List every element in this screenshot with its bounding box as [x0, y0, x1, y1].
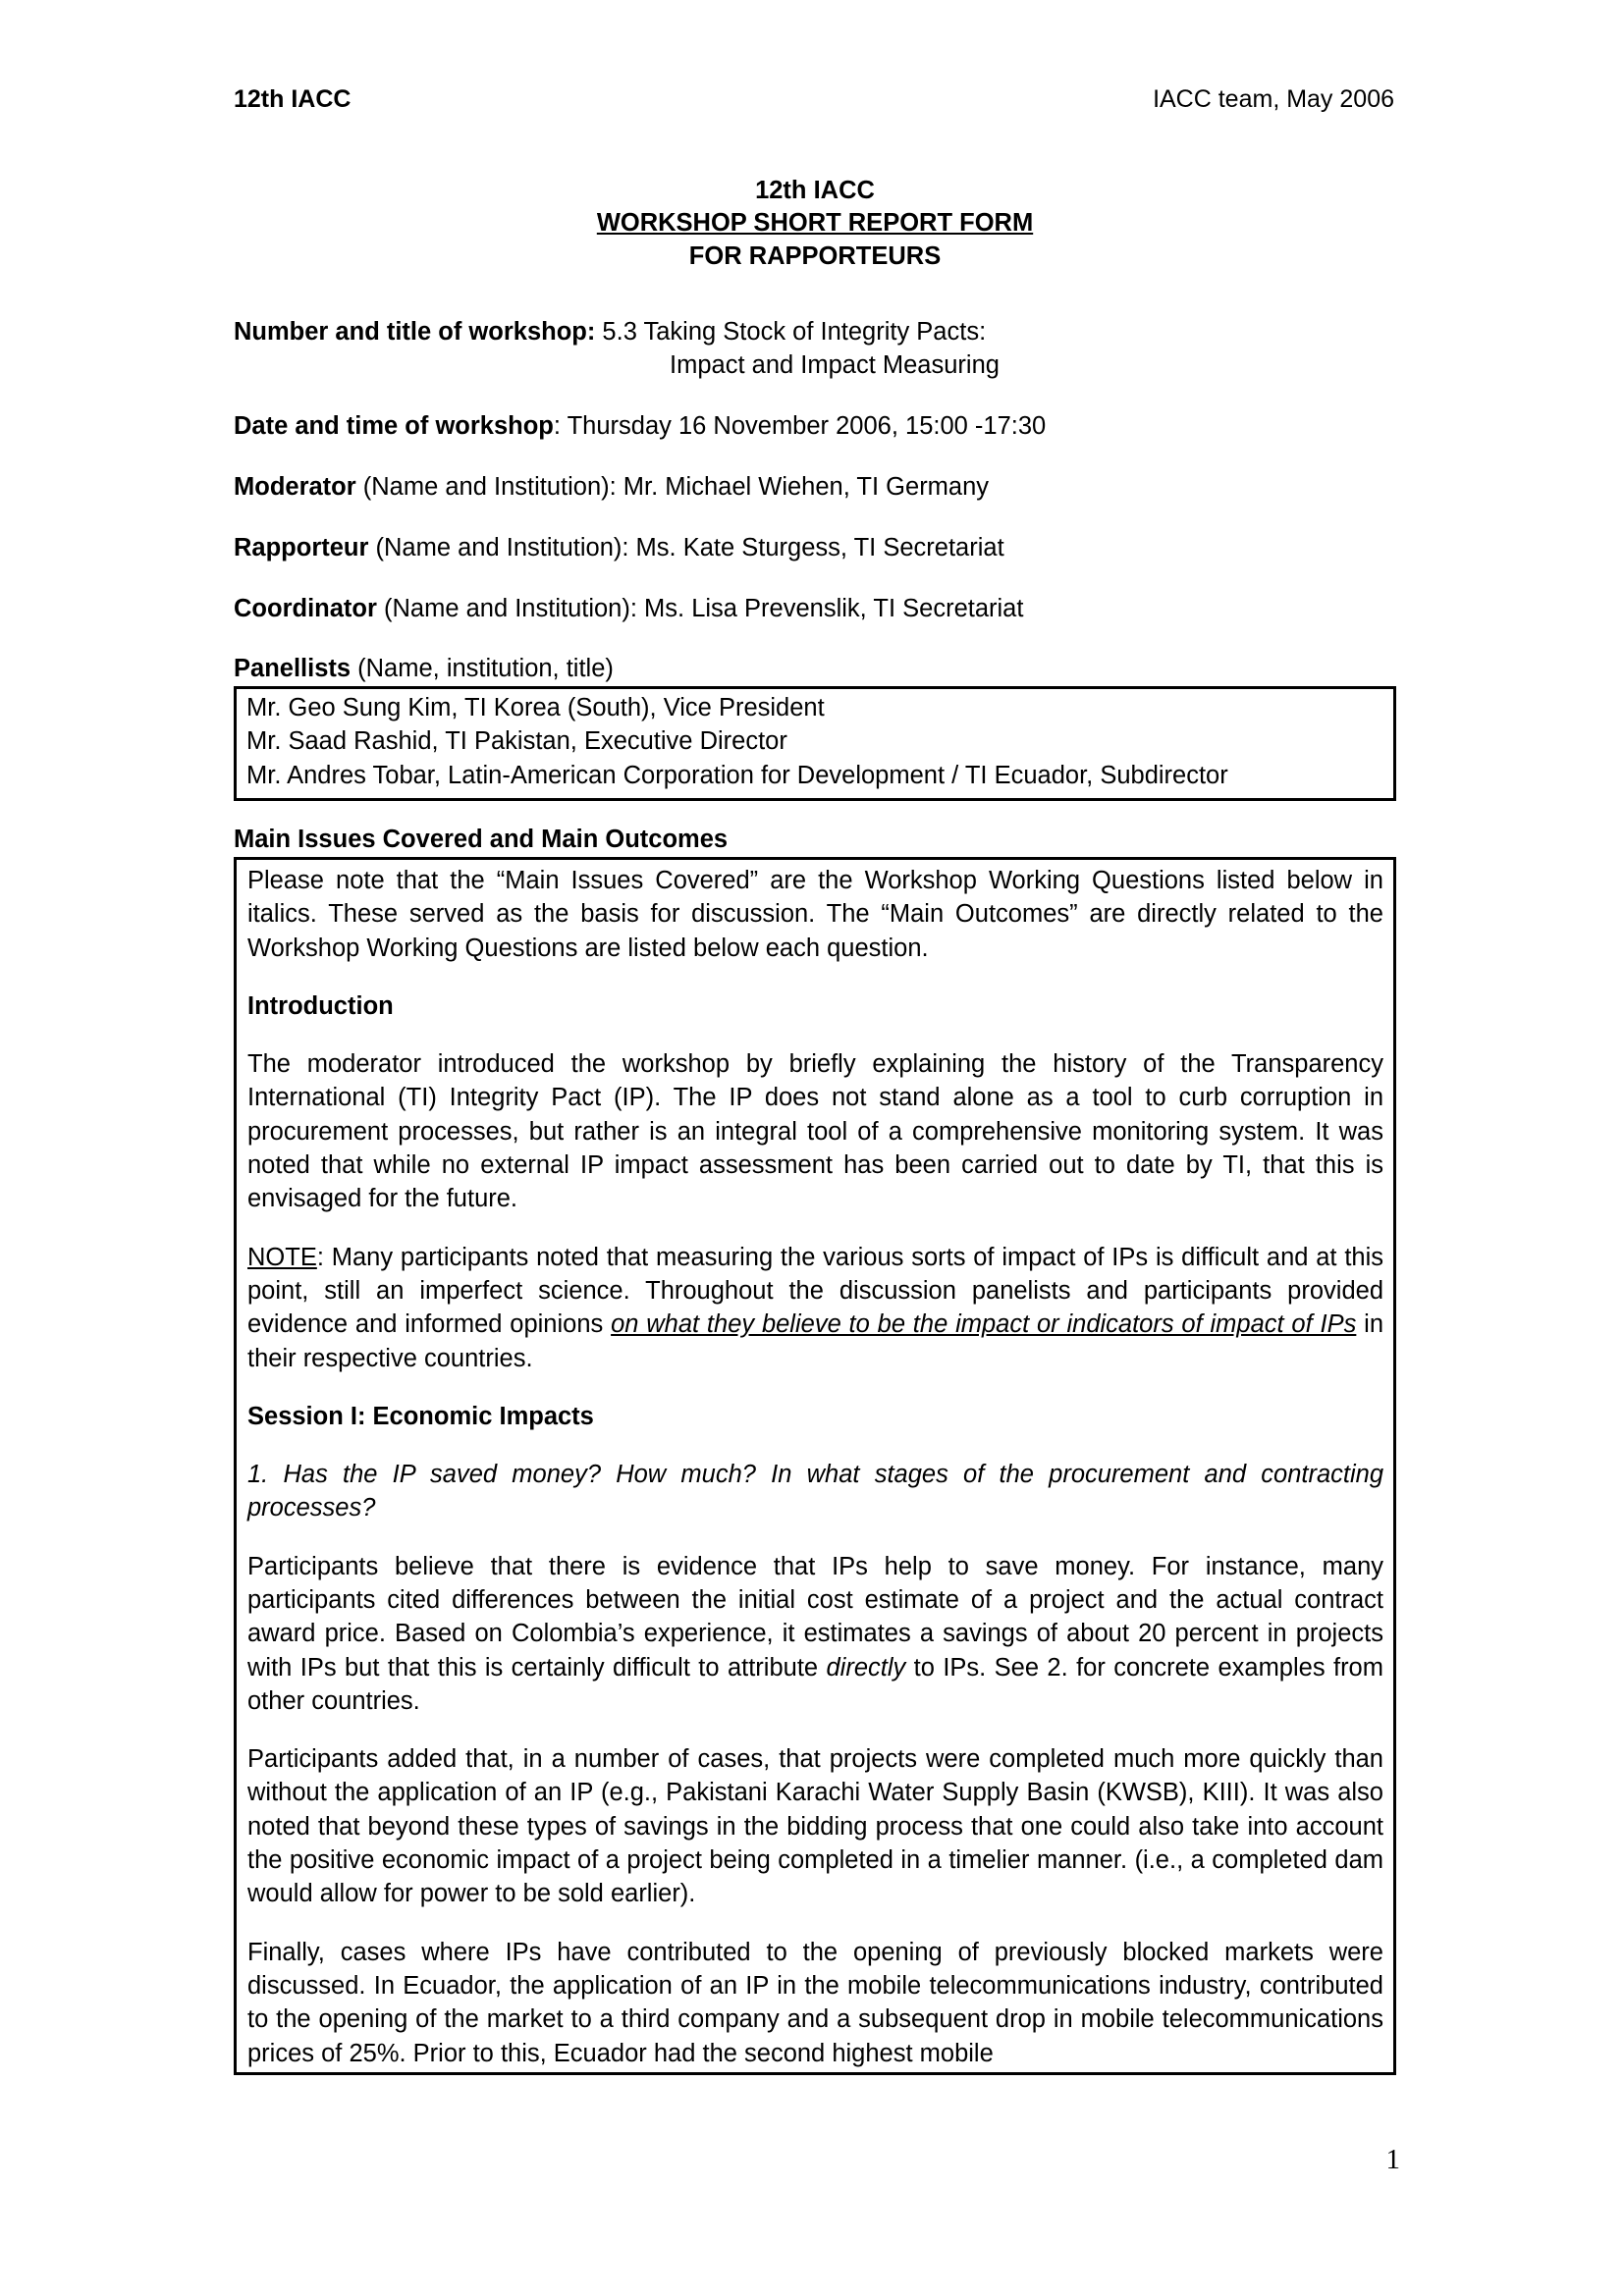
para-intro-note: Please note that the “Main Issues Covered” are the Workshop Working Questions listed below in italics. These served as the basis for discussion. The “Main Outcomes” are directly related to the Workshop Working Questions are listed below each question.	[247, 866, 1383, 962]
rapporteur-label: Rapporteur	[234, 534, 369, 562]
running-header	[234, 86, 1396, 114]
panellists-label-bold: Panellists	[234, 655, 352, 683]
para-q1-a-part-2: to IPs. See 2. for concrete examples from other countries.	[247, 1653, 1383, 1715]
coordinator-line	[234, 593, 1396, 625]
para-q1-a-part-1: Participants believe that there is evidence that IPs help to save money. For instance, many participants cited differences between the initial cost estimate of a project and the actual contract award price. Based on Colombia’s experience, it estimates a savings of about 20 percent in projects with IPs but that this is certainly difficult to attribute	[247, 1552, 1383, 1682]
panellists-label	[234, 654, 1396, 685]
heading-introduction: Introduction	[247, 991, 394, 1020]
main-issues-label: Main Issues Covered and Main Outcomes	[234, 826, 729, 854]
workshop-title-line2: Impact and Impact Measuring	[670, 350, 1000, 379]
moderator-line	[234, 471, 1396, 504]
page-content	[234, 86, 1396, 2075]
title-line-3: FOR RAPPORTEURS	[688, 241, 942, 270]
title-line-1: 12th IACC	[755, 176, 875, 204]
para-note	[247, 1241, 1383, 1375]
workshop-title-line	[234, 316, 1396, 348]
para-q1-c: Finally, cases where IPs have contributed to the opening of previously blocked markets were discussed. In Ecuador, the application of an IP in the mobile telecommunications industry, contributed to the opening of the market to a third company and a subsequent drop in mobile telecommunications prices of 25%. Prior to this, Ecuador had the second highest mobile	[247, 1938, 1383, 2067]
coordinator-label: Coordinator	[234, 595, 377, 623]
para-q1-a-italic: directly	[826, 1653, 906, 1682]
moderator-label: Moderator	[234, 472, 356, 501]
panellists-box	[234, 686, 1396, 801]
workshop-title-block	[234, 316, 1396, 381]
workshop-date-line	[234, 410, 1396, 443]
title-line-2: WORKSHOP SHORT REPORT FORM	[596, 209, 1034, 238]
note-label: NOTE	[247, 1243, 317, 1271]
panellist-row: Mr. Saad Rashid, TI Pakistan, Executive Director	[246, 727, 787, 756]
header-right-text: IACC team, May 2006	[1153, 85, 1394, 113]
panellists-label-rest: (Name, institution, title)	[351, 655, 614, 683]
para-introduction: The moderator introduced the workshop by briefly explaining the history of the Transparency International (TI) Integrity Pact (IP). The IP does not stand alone as a tool to curb corruption in procurement processes, but rather is an integral tool of a comprehensive monitoring system. It was noted that while no external IP impact assessment has been carried out to date by TI, that this is envisaged for the future.	[247, 1050, 1383, 1213]
rapporteur-line	[234, 532, 1396, 564]
workshop-title-value: 5.3 Taking Stock of Integrity Pacts:	[595, 318, 987, 347]
workshop-date-value: : Thursday 16 November 2006, 15:00 -17:30	[553, 411, 1047, 440]
header-left-text: 12th IACC	[234, 85, 352, 113]
page-number: 1	[1385, 2144, 1400, 2175]
heading-session-1: Session I: Economic Impacts	[247, 1402, 594, 1430]
para-q1-b: Participants added that, in a number of cases, that projects were completed much more quickly than without the application of an IP (e.g., Pakistani Karachi Water Supply Basin (KWSB), KIII). It was also noted that beyond these types of savings in the bidding process that one could also take into account the positive economic impact of a project being completed in a timelier manner. (i.e., a completed dam would allow for power to be sold earlier).	[247, 1745, 1383, 1908]
moderator-value: (Name and Institution): Mr. Michael Wiehen, TI Germany	[355, 472, 990, 501]
workshop-date-label: Date and time of workshop	[234, 411, 554, 440]
note-part-1: : Many participants noted that measuring the various sorts of impact of IPs is difficult and at this point, still an imperfect science. Throughout the discussion panelists and participants provided evidence and informed opinions	[247, 1243, 1383, 1339]
panellist-row: Mr. Geo Sung Kim, TI Korea (South), Vice President	[246, 694, 825, 722]
document-title	[234, 175, 1396, 274]
rapporteur-value: (Name and Institution): Ms. Kate Sturgess, TI Secretariat	[368, 534, 1004, 562]
note-emphasis: on what they believe to be the impact or indicators of impact of IPs	[611, 1310, 1357, 1339]
coordinator-value: (Name and Institution): Ms. Lisa Prevenslik, TI Secretariat	[376, 595, 1024, 623]
workshop-title-label: Number and title of workshop:	[234, 318, 596, 347]
panellist-row: Mr. Andres Tobar, Latin-American Corporation for Development / TI Ecuador, Subdirector	[246, 761, 1228, 789]
main-issues-box	[234, 857, 1396, 2075]
note-part-2: in their respective countries.	[247, 1310, 1384, 1372]
para-q1-a	[247, 1550, 1383, 1718]
question-1: 1. Has the IP saved money? How much? In what stages of the procurement and contracting processes?	[247, 1461, 1383, 1522]
